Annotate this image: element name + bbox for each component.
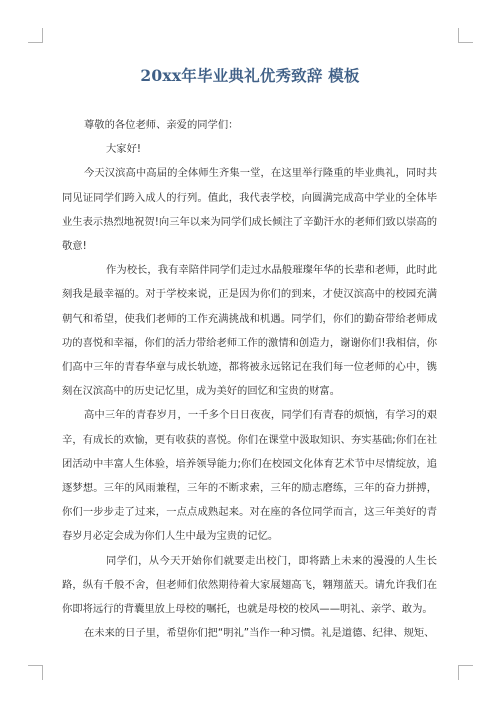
greeting: 大家好! xyxy=(106,143,142,156)
document-body xyxy=(62,113,437,645)
salutation: 尊敬的各位老师、亲爱的同学们： xyxy=(84,119,239,131)
crop-mark-top-right xyxy=(458,28,473,43)
paragraph-farewell: 同学们，从今天开始你们就要走出校门，即将踏上未来的漫漫的人生长路，纵有千般不舍，但老师们依然期待着大家展翅高飞，翱翔蓝天。请允许我们在你即将远行的背囊里放上母校的嘱托，也就是母校的校风——明礼、亲学、敢为。 xyxy=(62,554,437,616)
paragraph-principal: 作为校长，我有幸陪伴同学们走过水晶般璀璨年华的长辈和老师，此时此刻我是最幸福的。对于学校来说，正是因为你们的到来，才使汉滨高中的校园充满朝气和希望，使我们老师的工作充满挑战和机遇。同学们，你们的勤奋带给老师成功的喜悦和幸福，你们的活力带给老师工作的激情和创造力，谢谢你们!我相信，你们高中三年的青春华章与成长轨迹，都将被永远铭记在我们每一位老师的心中，镌刻在汉滨高中的历史记忆里，成为美好的回忆和宝贵的财富。 xyxy=(62,264,437,398)
crop-mark-top-left xyxy=(28,28,43,43)
paragraph-three-years: 高中三年的青春岁月，一千多个日日夜夜，同学们有青春的烦恼，有学习的艰辛，有成长的欢愉，更有收获的喜悦。你们在课堂中汲取知识、夯实基础;你们在社团活动中丰富人生体验，培养领导能力;你们在校园文化体育艺术节中尽情绽放，追逐梦想。三年的风雨兼程，三年的不断求索，三年的励志磨练，三年的奋力拼搏，你们一步步走了过来，一点点成熟起来。对在座的各位同学而言，这三年美好的青春岁月必定会成为你们人生中最为宝贵的记忆。 xyxy=(62,409,437,543)
crop-mark-bottom-right xyxy=(458,665,473,680)
paragraph-opening: 今天汉滨高中高届的全体师生齐集一堂，在这里举行隆重的毕业典礼，同时共同见证同学们跨入成人的行列。值此，我代表学校，向圆满完成高中学业的全体毕业生表示热烈地祝贺!向三年以来为同学们成长倾注了辛勤汗水的老师们致以崇高的敬意! xyxy=(62,167,437,253)
paragraph-future: 在未来的日子里，希望你们把“明礼”当作一种习惯。礼是道德、纪律、规矩、 xyxy=(84,627,435,640)
document-title: 20xx年毕业典礼优秀致辞 模板 xyxy=(140,66,360,85)
crop-mark-bottom-left xyxy=(28,665,43,680)
